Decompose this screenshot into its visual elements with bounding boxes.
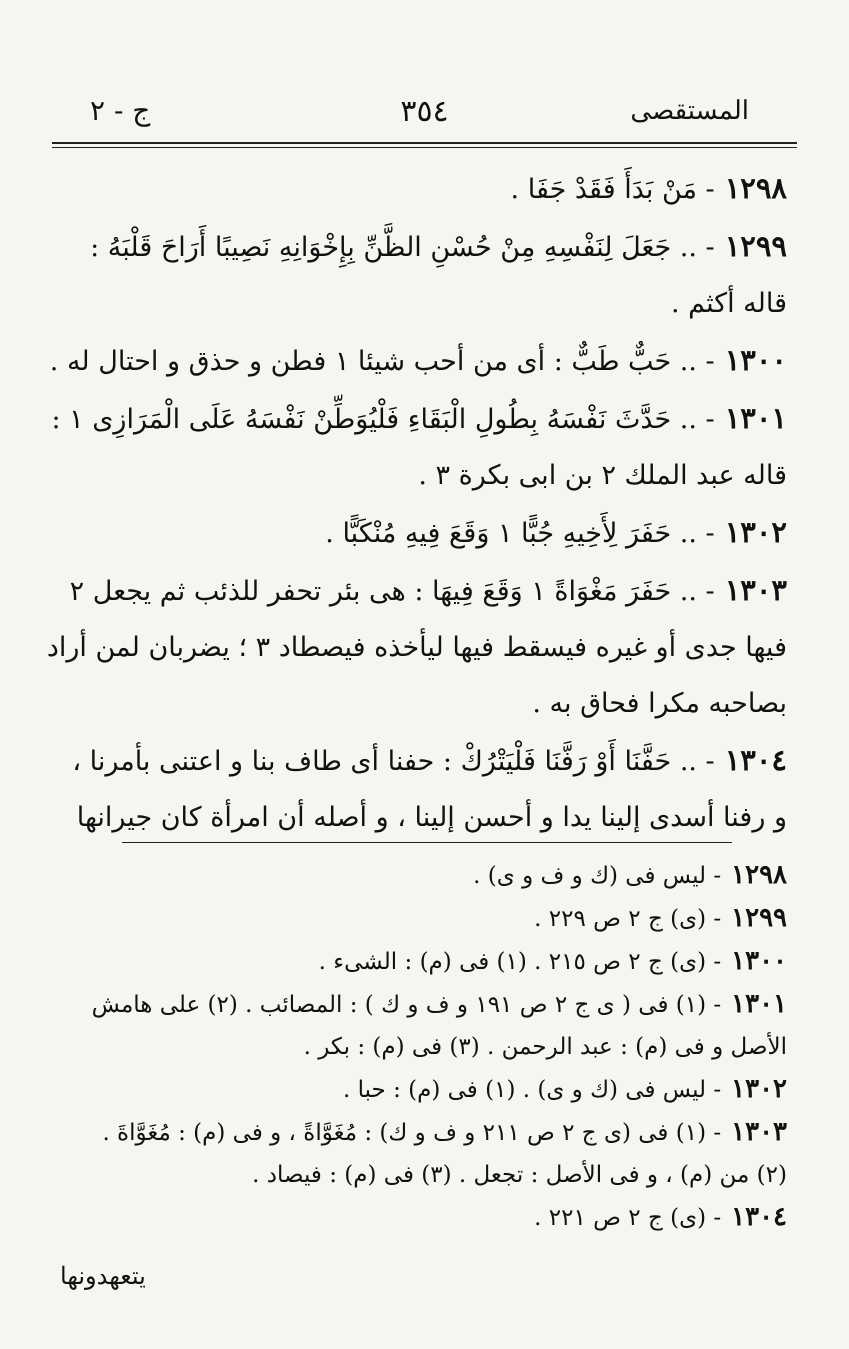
running-title: المستقصى [630, 96, 749, 126]
footnote-text: الأصل و فى (م) : عبد الرحمن . (٣) فى (م) : بكر . [303, 1034, 787, 1060]
footnote-number: ١٣٠١ [731, 989, 787, 1019]
proverb-line [58, 676, 787, 732]
footnote-text: - (ى) ج ٢ ص ٢٢٩ . [534, 906, 722, 932]
header-rule-thin [52, 147, 797, 148]
catchword: يتعهدونها [60, 1262, 146, 1290]
proverb-number: ١٣٠٢ [724, 515, 787, 549]
footnote-text: - (ى) ج ٢ ص ٢٢١ . [534, 1205, 722, 1231]
volume-label: ج - ٢ [90, 94, 151, 127]
footnote-line [52, 1026, 787, 1068]
page-number: ٣٥٤ [400, 94, 449, 129]
proverb-text: - .. حَفَّنَا أَوْ رَفَّنَا فَلْيَتْرُكْ : حفنا أى طاف بنا و اعتنى بأمرنا ، [72, 746, 715, 777]
footnote-number: ١٣٠٠ [731, 946, 787, 976]
footnote-number: ١٢٩٨ [731, 860, 787, 890]
proverb-text: - .. حَدَّثَ نَفْسَهُ بِطُولِ الْبَقَاءِ فَلْيُوَطِّنْ نَفْسَهُ عَلَى الْمَرَازِى ١ : [51, 404, 715, 435]
proverb-line [58, 160, 787, 218]
proverb-number: ١٢٩٨ [724, 171, 787, 205]
footnote-line [52, 1154, 787, 1196]
footnote-separator [122, 842, 732, 843]
proverb-line [58, 448, 787, 504]
proverb-text: - مَنْ بَدَأَ فَقَدْ جَفَا . [510, 174, 715, 205]
proverb-line [51, 390, 787, 448]
footnote-line [52, 983, 787, 1026]
proverb-text: - .. حَفَرَ مَغْوَاةً ١ وَقَعَ فِيهَا : هى بئر تحفر للذئب ثم يجعل ٢ [69, 576, 715, 607]
header-rule [52, 142, 797, 144]
footnote-number: ١٢٩٩ [731, 903, 787, 933]
proverb-line [58, 790, 787, 846]
proverb-line [58, 562, 787, 620]
footnote-text: - (ى) ج ٢ ص ٢١٥ . (١) فى (م) : الشىء . [318, 949, 722, 975]
proverb-text: - .. جَعَلَ لِنَفْسِهِ مِنْ حُسْنِ الظَّنِّ بِإِخْوَانِهِ نَصِيبًا أَرَاحَ قَلْبَهُ : [90, 232, 715, 263]
footnote-text: (٢) من (م) ، و فى الأصل : تجعل . (٣) فى (م) : فيصاد . [252, 1162, 787, 1188]
footnote-line [52, 1111, 787, 1154]
page-header [60, 90, 789, 130]
proverb-number: ١٣٠٠ [724, 343, 787, 377]
footnote-number: ١٣٠٣ [731, 1117, 787, 1147]
footnote-text: - (١) فى ( ى ج ٢ ص ١٩١ و ف و ك ) : المصائب . (٢) على هامش [91, 992, 722, 1018]
proverb-line [46, 620, 787, 676]
proverb-text: قاله عبد الملك ٢ بن ابى بكرة ٣ . [418, 460, 787, 491]
proverb-text: - .. حَبٌّ طَبٌّ : أى من أحب شيئا ١ فطن و حذق و احتال له . [49, 346, 715, 377]
proverb-text: فيها جدى أو غيره فيسقط فيها ليأخذه فيصطاد ٣ ؛ يضربان لمن أراد [46, 632, 787, 663]
footnote-number: ١٣٠٤ [731, 1202, 787, 1232]
footnote-line [52, 897, 787, 940]
footnote-text: - ليس فى (ك و ف و ى) . [473, 863, 722, 889]
proverb-number: ١٣٠٣ [724, 573, 787, 607]
footnote-line [52, 1068, 787, 1111]
footnote-text: - ليس فى (ك و ى) . (١) فى (م) : حبا . [342, 1077, 722, 1103]
proverb-number: ١٣٠١ [724, 401, 787, 435]
proverb-line [58, 504, 787, 562]
main-text [46, 160, 787, 846]
proverb-text: قاله أكثم . [670, 288, 787, 319]
proverb-line [58, 732, 787, 790]
footnote-text: - (١) فى (ى ج ٢ ص ٢١١ و ف و ك) : مُغَوَّاةً ، و فى (م) : مُغَوَّاةَ . [102, 1120, 722, 1146]
proverb-line [58, 276, 787, 332]
footnotes [52, 854, 787, 1239]
proverb-line [49, 332, 787, 390]
proverb-number: ١٢٩٩ [724, 229, 787, 263]
proverb-text: و رفنا أسدى إلينا يدا و أحسن إلينا ، و أصله أن امرأة كان جيرانها [76, 802, 787, 833]
footnote-line [52, 940, 787, 983]
proverb-line [58, 218, 787, 276]
footnote-line [52, 1196, 787, 1239]
proverb-text: بصاحبه مكرا فحاق به . [532, 688, 787, 719]
footnote-number: ١٣٠٢ [731, 1074, 787, 1104]
footnote-line [52, 854, 787, 897]
proverb-number: ١٣٠٤ [724, 743, 787, 777]
proverb-text: - .. حَفَرَ لِأَخِيهِ جُبًّا ١ وَقَعَ فِيهِ مُنْكَبًّا . [325, 518, 715, 549]
